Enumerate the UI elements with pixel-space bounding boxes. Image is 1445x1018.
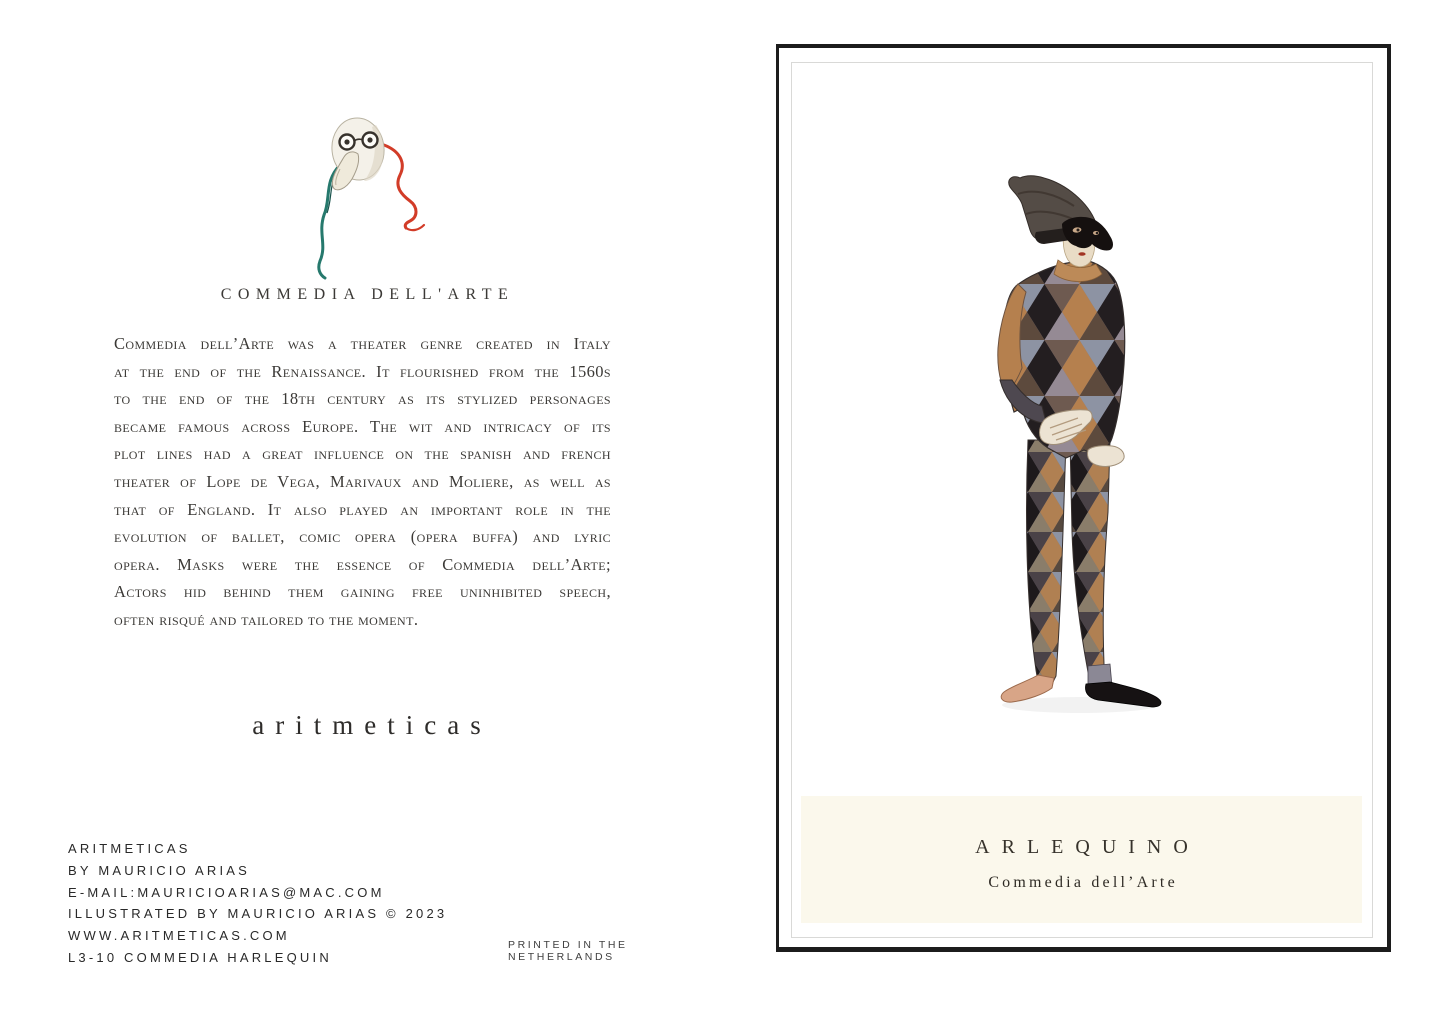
credits-line-sku: L3-10 COMMEDIA HARLEQUIN xyxy=(68,949,332,965)
intro-line: plot lines had a great influence on the spanish and french xyxy=(114,444,611,464)
harlequin-illustration xyxy=(992,172,1172,717)
lips xyxy=(1078,252,1085,256)
intro-line: that of England. It also played an important role in the xyxy=(114,499,611,519)
brand-wordmark: aritmeticas xyxy=(252,710,492,740)
intro-line: to the end of the 18th century as its stylized personages xyxy=(114,389,611,409)
character-title: ARLEQUINO xyxy=(975,836,1200,858)
intro-line: Actors hid behind them gaining free uninhibited speech, xyxy=(114,582,611,602)
intro-line: became famous across Europe. The wit and intricacy of its xyxy=(114,416,611,436)
title-label-plate xyxy=(801,796,1362,923)
credits-line-website: WWW.ARITMETICAS.COM xyxy=(68,928,290,944)
back-heading: COMMEDIA DELL'ARTE xyxy=(220,286,515,303)
mask-pupil-left xyxy=(1077,229,1080,232)
credits-line-author: BY MAURICIO ARIAS xyxy=(68,862,251,878)
credits-line-illustrator: ILLUSTRATED BY MAURICIO ARIAS © 2023 xyxy=(68,906,448,922)
character-subtitle: Commedia dell’Arte xyxy=(988,874,1178,891)
red-ribbon xyxy=(384,145,416,228)
left-eye-dot xyxy=(344,139,349,144)
credits-line-email: E-MAIL:MAURICIOARIAS@MAC.COM xyxy=(68,884,385,900)
right-eye-dot xyxy=(367,137,372,142)
intro-line: theater of Lope de Vega, Marivaux and Moliere, as well as xyxy=(114,471,611,491)
mask-pupil-right xyxy=(1096,232,1099,235)
right-leg xyxy=(1070,440,1110,682)
card-front-panel xyxy=(776,44,1391,952)
printed-note: PRINTED IN THE NETHERLANDS xyxy=(508,939,628,963)
credits-line-brand: ARITMETICAS xyxy=(68,841,191,856)
plague-doctor-mask-icon xyxy=(300,107,460,282)
intro-line: evolution of ballet, comic opera (opera buffa) and lyric xyxy=(114,527,611,547)
card-back-panel xyxy=(0,0,722,1018)
left-leg xyxy=(1027,440,1066,684)
intro-line: opera. Masks were the essence of Commedia dell’Arte; xyxy=(114,554,611,574)
credits-block xyxy=(68,838,447,969)
hand-back xyxy=(1088,446,1125,467)
red-ribbon-tail xyxy=(406,225,424,230)
intro-line: at the end of the Renaissance. It flourished from the 1560s xyxy=(114,361,611,381)
intro-line: Commedia dell’Arte was a theater genre created in Italy xyxy=(114,334,611,353)
intro-line: often risqué and tailored to the moment. xyxy=(114,609,419,629)
intro-paragraph xyxy=(114,330,611,634)
